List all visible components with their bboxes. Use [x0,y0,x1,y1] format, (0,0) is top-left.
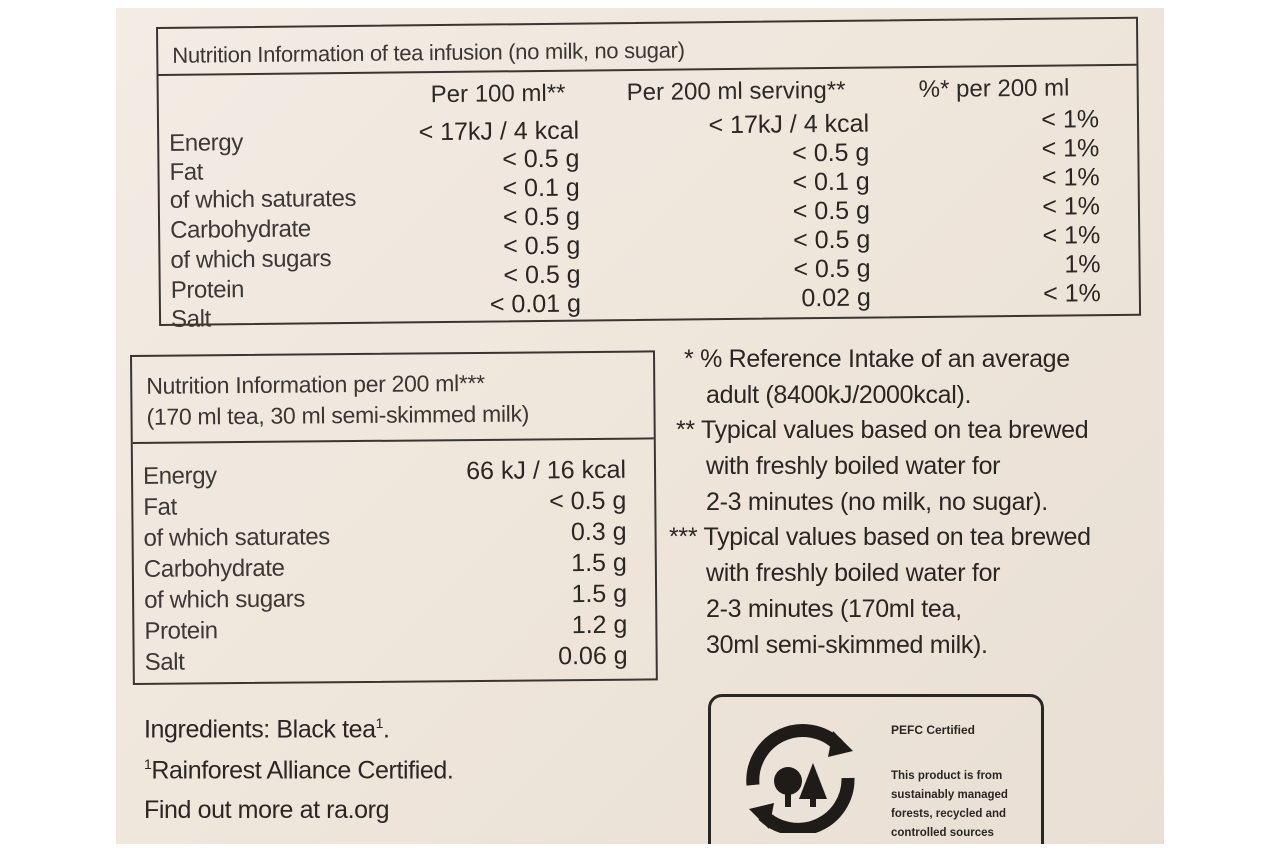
label-photo [116,8,1164,844]
row-label: Salt [144,648,185,676]
rainforest-text: Rainforest Alliance Certified. [151,756,454,785]
row-label: Protein [170,276,245,304]
value-per100: < 0.01 g [489,289,582,319]
value: 1.2 g [571,610,628,640]
value: 0.3 g [570,517,627,547]
col-per-200ml: Per 200 ml serving** [626,76,846,107]
tea-infusion-nutrition-table [156,17,1141,333]
value-percent: < 1% [1041,105,1100,134]
value-percent: < 1% [1042,192,1101,221]
pefc-logo-icon [733,723,873,833]
find-out-more: Find out more at ra.org [144,796,390,824]
col-per-100ml: Per 100 ml** [430,79,566,109]
footnote-line: 2-3 minutes (170ml tea, [706,595,962,623]
value-per200: < 0.5 g [792,196,871,226]
value-per200: < 17kJ / 4 kcal [708,109,870,140]
row-label: Fat [143,493,177,521]
footnote-line: * % Reference Intake of an average [684,345,1070,373]
footnote-line: adult (8400kJ/2000kcal). [706,381,972,409]
pefc-description: This product is from sustainably managed forests, recycled and controlled sources [891,770,1008,839]
row-label: Fat [169,158,204,186]
footnote-line: with freshly boiled water for [706,559,1001,587]
row-label: of which sugars [170,245,332,274]
row-label: Carbohydrate [169,215,311,244]
value-percent: < 1% [1041,163,1100,192]
footnote-line: with freshly boiled water for [706,452,1001,480]
row-label: Carbohydrate [143,554,285,583]
footnote-line: ** Typical values based on tea brewed [676,416,1089,444]
table1-title: Nutrition Information of tea infusion (no milk, no sugar) [158,19,1136,76]
row-label: of which saturates [169,184,357,214]
value-per100: < 0.5 g [502,144,580,174]
value-per100: < 0.1 g [502,173,580,203]
value-per200: < 0.5 g [792,225,871,255]
table2-title-line1: Nutrition Information per 200 ml*** [146,369,485,399]
footnote-line: 2-3 minutes (no milk, no sugar). [706,488,1048,516]
tea-with-milk-nutrition-table [130,350,658,685]
value-percent: < 1% [1041,134,1100,163]
row-label: Energy [169,129,244,157]
footnote-marker: 1 [375,715,384,731]
col-percent: %* per 200 ml [918,74,1070,104]
footnote-marker: 1 [144,756,152,772]
table2-title [132,352,654,444]
row-label: Protein [144,617,218,645]
pefc-certification-box [708,694,1044,844]
footnote-line: 30ml semi-skimmed milk). [706,631,988,659]
value-per100: < 0.5 g [503,260,581,290]
pefc-title: PEFC Certified [891,723,976,737]
value-percent: < 1% [1043,279,1101,308]
row-label: Energy [142,462,217,490]
table2-title-line2: (170 ml tea, 30 ml semi-skimmed milk) [146,400,530,430]
footnote-line: *** Typical values based on tea brewed [669,523,1091,551]
value-percent: 1% [1064,250,1101,279]
row-label: of which saturates [143,523,330,552]
value-per100: < 0.5 g [502,202,581,232]
value-per200: < 0.5 g [792,138,870,168]
value-per100: < 17kJ / 4 kcal [418,116,580,147]
value-per200: 0.02 g [801,283,872,313]
row-label: of which sugars [144,585,306,614]
value: 1.5 g [571,579,628,609]
value-per200: < 0.1 g [792,167,870,197]
value: 1.5 g [571,548,627,578]
row-label: Salt [170,305,211,333]
ingredients-text: Ingredients: Black tea [144,715,376,744]
rainforest-line [144,756,453,785]
value-per200: < 0.5 g [793,254,871,284]
value: 0.06 g [558,641,628,671]
value-per100: < 0.5 g [503,231,581,261]
value: 66 kJ / 16 kcal [466,455,627,486]
value-percent: < 1% [1042,221,1101,250]
ingredients-line: Ingredients: Black tea$^1$. [144,715,390,744]
value: < 0.5 g [549,486,627,516]
